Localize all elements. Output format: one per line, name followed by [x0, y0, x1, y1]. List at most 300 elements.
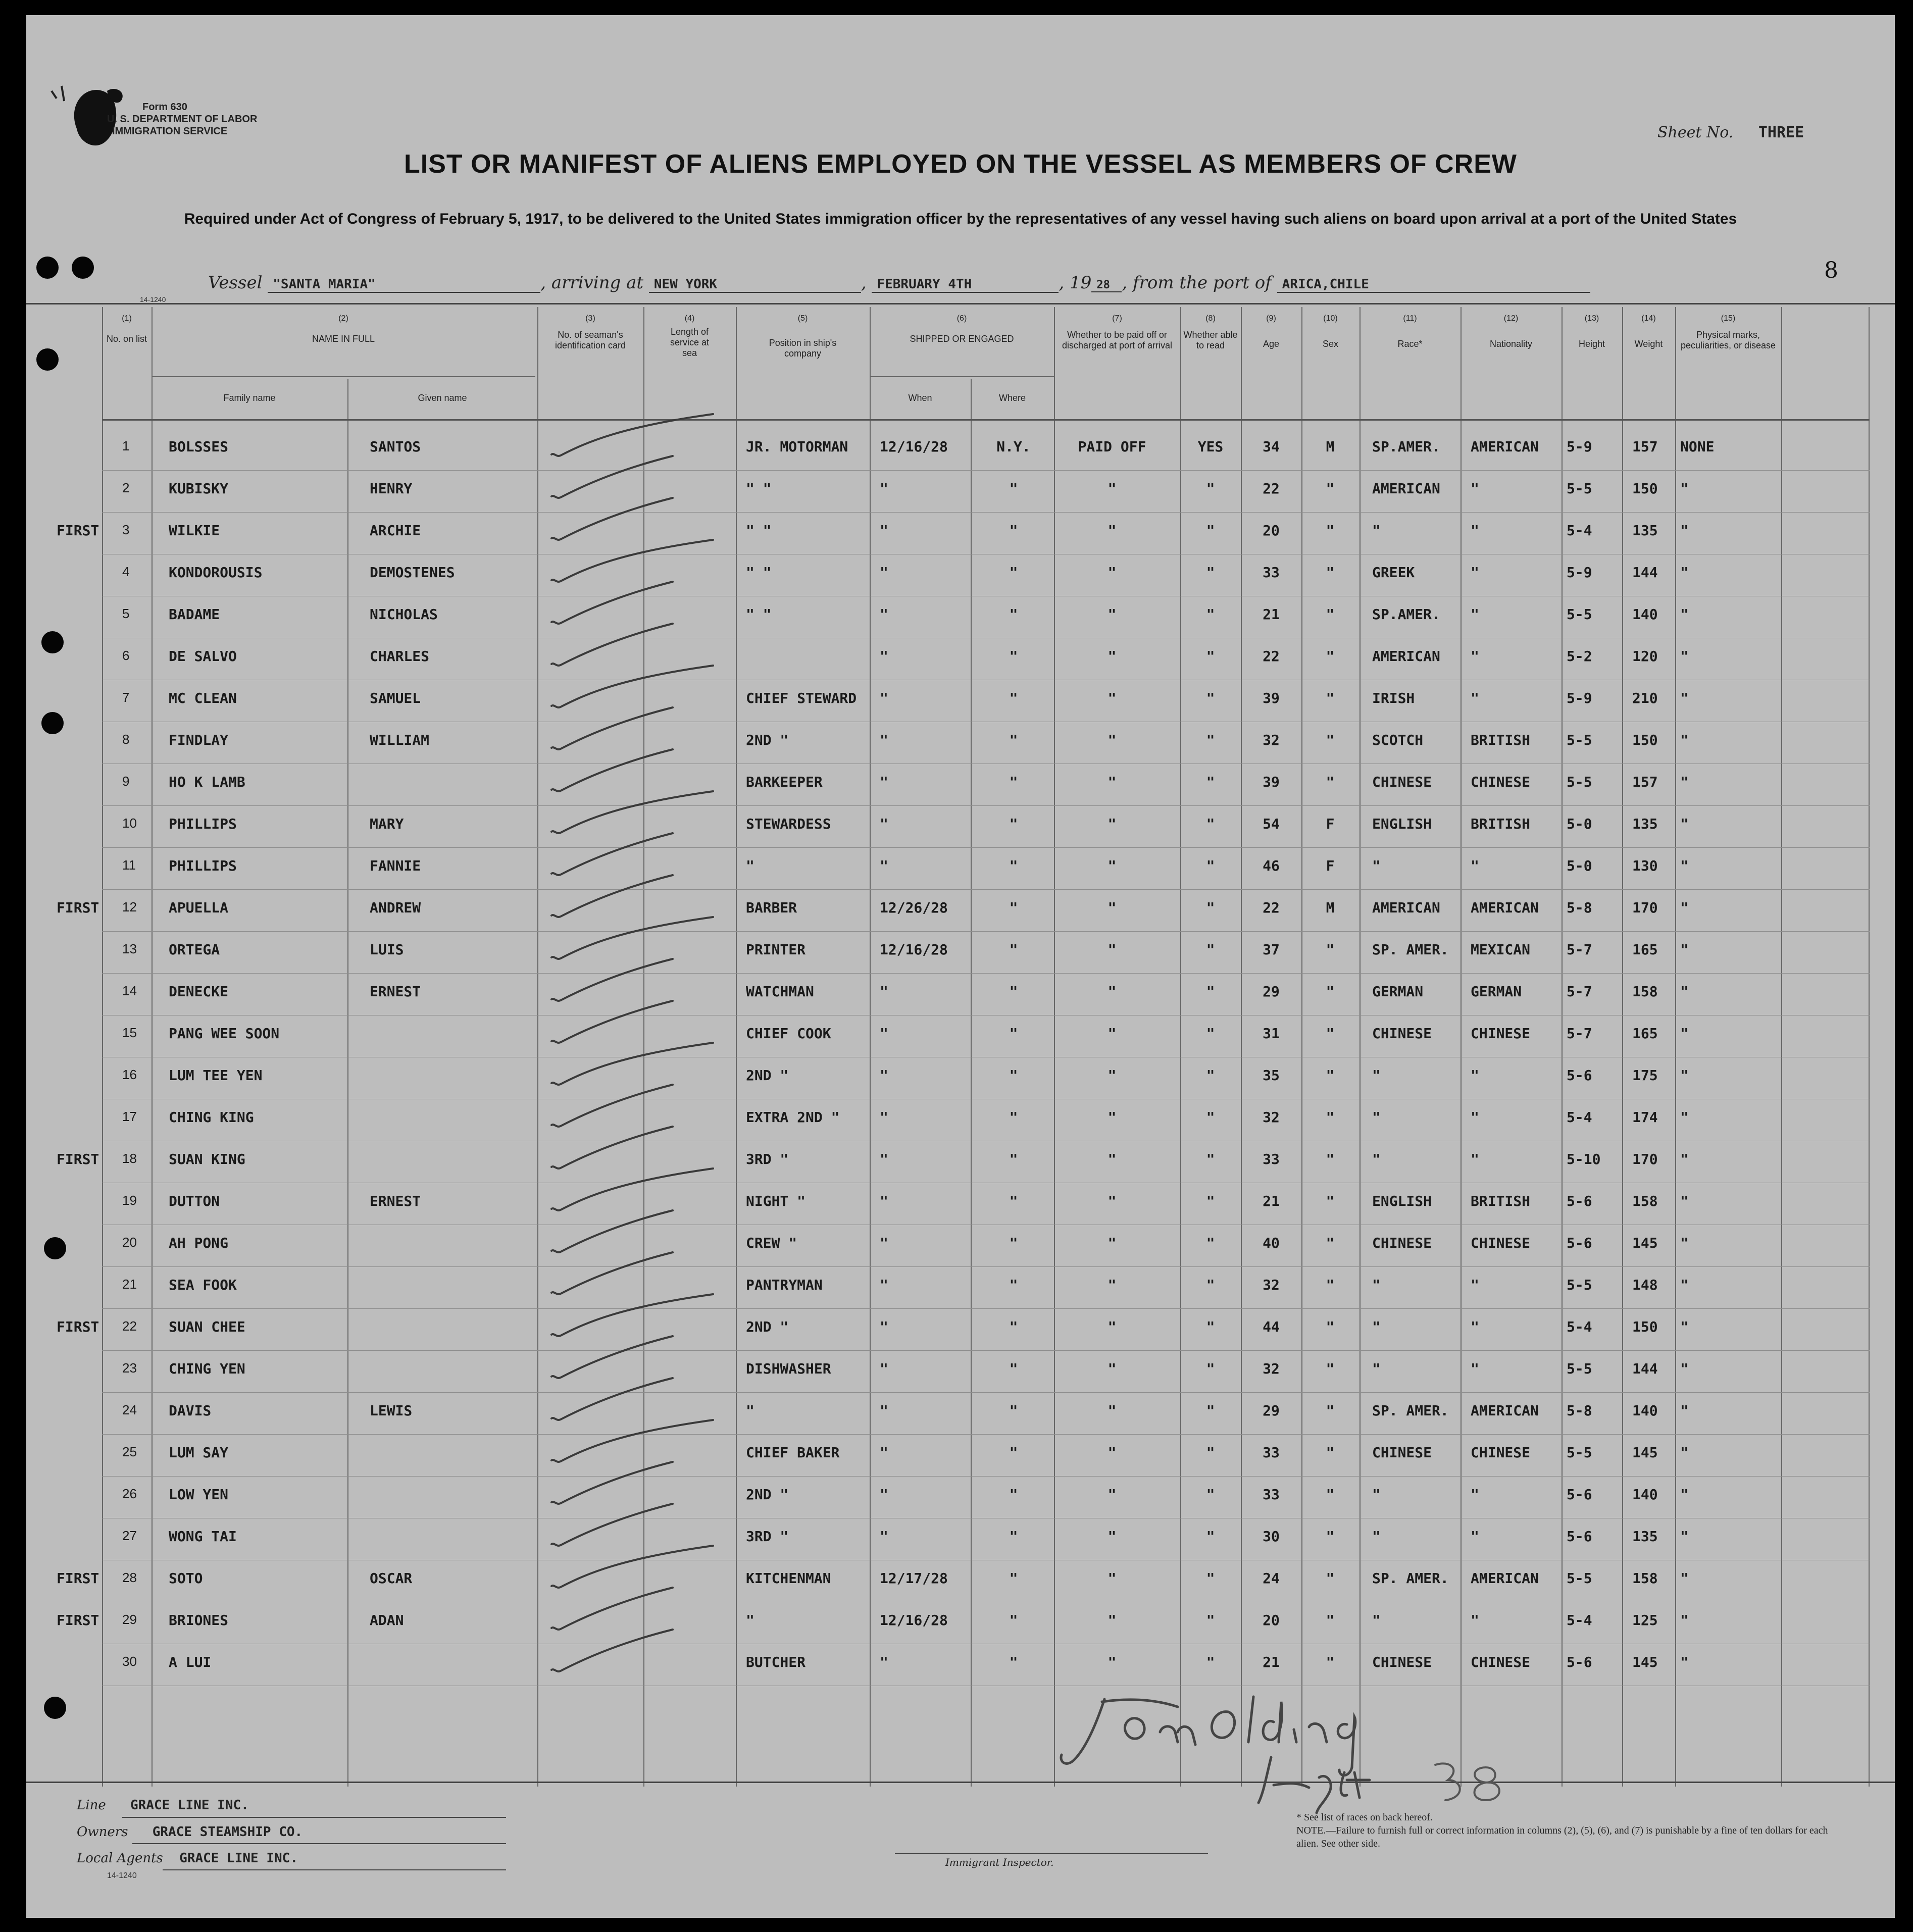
- able-to-read: ": [1206, 1235, 1215, 1251]
- when-header: When: [908, 393, 932, 403]
- row-number: 20: [122, 1235, 137, 1250]
- paid-off: ": [1107, 648, 1117, 665]
- age: 35: [1263, 1067, 1280, 1084]
- family-name: MC CLEAN: [169, 690, 237, 706]
- weight: 135: [1632, 816, 1658, 832]
- physical-marks: ": [1680, 1025, 1689, 1042]
- arrival-date: FEBRUARY 4TH: [872, 277, 1059, 293]
- weight: 135: [1632, 1528, 1658, 1545]
- agents-value: GRACE LINE INC.: [179, 1851, 298, 1866]
- nationality: ": [1471, 1612, 1479, 1629]
- physical-marks: ": [1680, 480, 1689, 497]
- age: 21: [1263, 1654, 1280, 1670]
- shipped-when: ": [880, 648, 888, 665]
- sex: ": [1326, 690, 1335, 706]
- shipped-where: ": [1009, 690, 1018, 706]
- position: " ": [746, 606, 772, 623]
- physical-marks: ": [1680, 606, 1689, 623]
- nationality: ": [1471, 1360, 1479, 1377]
- weight: 120: [1632, 648, 1658, 665]
- able-to-read: ": [1206, 1277, 1215, 1293]
- physical-marks: ": [1680, 1444, 1689, 1461]
- height: 5-5: [1567, 1444, 1592, 1461]
- shipped-where: ": [1009, 1444, 1018, 1461]
- paid-off: ": [1107, 774, 1117, 790]
- shipped-when: ": [880, 1402, 888, 1419]
- row-number: 13: [122, 941, 137, 956]
- nationality: CHINESE: [1471, 774, 1531, 790]
- sex: M: [1326, 899, 1335, 916]
- col-label: Sex: [1322, 339, 1339, 349]
- family-name: SOTO: [169, 1570, 203, 1587]
- sex: ": [1326, 1109, 1335, 1126]
- weight: 140: [1632, 1486, 1658, 1503]
- nationality: CHINESE: [1471, 1444, 1531, 1461]
- able-to-read: ": [1206, 941, 1215, 958]
- nationality: ": [1471, 522, 1479, 539]
- sex: ": [1326, 774, 1335, 790]
- shipped-when: ": [880, 1067, 888, 1084]
- col-number: (2): [338, 314, 348, 323]
- physical-marks: ": [1680, 774, 1689, 790]
- nationality: ": [1471, 1486, 1479, 1503]
- race: ": [1372, 1528, 1381, 1545]
- weight: 125: [1632, 1612, 1658, 1629]
- sex: ": [1326, 1654, 1335, 1670]
- row-number: 8: [122, 732, 130, 747]
- family-name: BRIONES: [169, 1612, 229, 1629]
- shipped-where: ": [1009, 1486, 1018, 1503]
- shipped-where: ": [1009, 1318, 1018, 1335]
- agents-label: Local Agents: [77, 1851, 163, 1866]
- able-to-read: ": [1206, 1193, 1215, 1209]
- age: 33: [1263, 564, 1280, 581]
- able-to-read: YES: [1197, 438, 1224, 455]
- race: CHINESE: [1372, 1444, 1432, 1461]
- height: 5-5: [1567, 1277, 1592, 1293]
- paid-off: ": [1107, 1067, 1117, 1084]
- physical-marks: ": [1680, 899, 1689, 916]
- able-to-read: ": [1206, 1067, 1215, 1084]
- height: 5-6: [1567, 1193, 1592, 1209]
- race: ": [1372, 1612, 1381, 1629]
- position: CREW ": [746, 1235, 797, 1251]
- nationality: CHINESE: [1471, 1235, 1531, 1251]
- given-name: ARCHIE: [370, 522, 421, 539]
- owners-value: GRACE STEAMSHIP CO.: [152, 1824, 303, 1840]
- row-number: 28: [122, 1570, 137, 1585]
- able-to-read: ": [1206, 816, 1215, 832]
- position: 3RD ": [746, 1528, 789, 1545]
- col-number: (1): [122, 314, 132, 323]
- height: 5-7: [1567, 1025, 1592, 1042]
- row-number: 16: [122, 1067, 137, 1082]
- paid-off: ": [1107, 1570, 1117, 1587]
- fine-note: NOTE.—Failure to furnish full or correct information in columns (2), (5), (6), and (7) is punishable by a fine of ten dollars for each alien. See other side.: [1296, 1825, 1828, 1849]
- position: DISHWASHER: [746, 1360, 831, 1377]
- from-port: ARICA,CHILE: [1277, 277, 1590, 293]
- nationality: ": [1471, 606, 1479, 623]
- weight: 158: [1632, 1193, 1658, 1209]
- able-to-read: ": [1206, 690, 1215, 706]
- position: ": [746, 857, 754, 874]
- row-number: 10: [122, 816, 137, 831]
- weight: 140: [1632, 606, 1658, 623]
- sex: ": [1326, 1067, 1335, 1084]
- shipped-where: ": [1009, 648, 1018, 665]
- paid-off: ": [1107, 983, 1117, 1000]
- footer-notes: [1296, 1811, 1832, 1850]
- weight: 145: [1632, 1654, 1658, 1670]
- row-number: 26: [122, 1486, 137, 1501]
- race: ": [1372, 1067, 1381, 1084]
- shipped-when: ": [880, 1360, 888, 1377]
- paid-off: ": [1107, 1654, 1117, 1670]
- sex: ": [1326, 564, 1335, 581]
- col-label: No. on list: [106, 334, 147, 344]
- sex: ": [1326, 1444, 1335, 1461]
- col-label: Position in ship's company: [769, 338, 837, 359]
- age: 20: [1263, 1612, 1280, 1629]
- able-to-read: ": [1206, 899, 1215, 916]
- shipped-when: ": [880, 1025, 888, 1042]
- shipped-where: ": [1009, 1654, 1018, 1670]
- height: 5-8: [1567, 1402, 1592, 1419]
- position: 3RD ": [746, 1151, 789, 1167]
- family-name: AH PONG: [169, 1235, 229, 1251]
- sex: ": [1326, 1360, 1335, 1377]
- shipped-where: ": [1009, 480, 1018, 497]
- family-name: SUAN CHEE: [169, 1318, 245, 1335]
- weight: 140: [1632, 1402, 1658, 1419]
- inspector-signature: [26, 15, 1895, 1918]
- col-label: Weight: [1634, 339, 1663, 349]
- weight: 165: [1632, 1025, 1658, 1042]
- weight: 210: [1632, 690, 1658, 706]
- race: ": [1372, 1486, 1381, 1503]
- nationality: ": [1471, 857, 1479, 874]
- paid-off: ": [1107, 1025, 1117, 1042]
- height: 5-2: [1567, 648, 1592, 665]
- race: ": [1372, 1109, 1381, 1126]
- height: 5-8: [1567, 899, 1592, 916]
- arriving-label: arriving at: [551, 273, 644, 293]
- age: 33: [1263, 1151, 1280, 1167]
- family-name: KONDOROUSIS: [169, 564, 263, 581]
- shipped-when: ": [880, 480, 888, 497]
- shipped-when: ": [880, 732, 888, 748]
- height: 5-6: [1567, 1235, 1592, 1251]
- shipped-when: ": [880, 564, 888, 581]
- given-name: ADAN: [370, 1612, 404, 1629]
- nationality: ": [1471, 1277, 1479, 1293]
- family-name: DUTTON: [169, 1193, 220, 1209]
- physical-marks: ": [1680, 732, 1689, 748]
- position: " ": [746, 480, 772, 497]
- able-to-read: ": [1206, 1318, 1215, 1335]
- position: PRINTER: [746, 941, 806, 958]
- height: 5-4: [1567, 1109, 1592, 1126]
- age: 24: [1263, 1570, 1280, 1587]
- height: 5-7: [1567, 983, 1592, 1000]
- age: 22: [1263, 899, 1280, 916]
- shipped-when: ": [880, 816, 888, 832]
- race: ": [1372, 1318, 1381, 1335]
- position: EXTRA 2ND ": [746, 1109, 840, 1126]
- sex: ": [1326, 1570, 1335, 1587]
- family-name: SUAN KING: [169, 1151, 245, 1167]
- family-name: BADAME: [169, 606, 220, 623]
- able-to-read: ": [1206, 1360, 1215, 1377]
- row-number: 19: [122, 1193, 137, 1208]
- family-name: LUM TEE YEN: [169, 1067, 263, 1084]
- shipped-where: ": [1009, 1402, 1018, 1419]
- family-name: LUM SAY: [169, 1444, 229, 1461]
- height: 5-4: [1567, 1318, 1592, 1335]
- shipped-where: ": [1009, 1025, 1018, 1042]
- from-port-label: from the port of: [1132, 273, 1272, 293]
- able-to-read: ": [1206, 1486, 1215, 1503]
- vessel-name: "SANTA MARIA": [268, 277, 540, 293]
- col-number: (10): [1323, 314, 1338, 323]
- able-to-read: ": [1206, 606, 1215, 623]
- physical-marks: ": [1680, 1570, 1689, 1587]
- shipped-when: ": [880, 1109, 888, 1126]
- weight: 145: [1632, 1235, 1658, 1251]
- form-code-top: 14-1240: [140, 295, 166, 303]
- family-name: KUBISKY: [169, 480, 229, 497]
- family-name: CHING KING: [169, 1109, 254, 1126]
- physical-marks: ": [1680, 1486, 1689, 1503]
- physical-marks: ": [1680, 564, 1689, 581]
- position: STEWARDESS: [746, 816, 831, 832]
- given-name: DEMOSTENES: [370, 564, 455, 581]
- nationality: ": [1471, 1318, 1479, 1335]
- able-to-read: ": [1206, 1402, 1215, 1419]
- nationality: ": [1471, 1109, 1479, 1126]
- height: 5-4: [1567, 522, 1592, 539]
- physical-marks: ": [1680, 1277, 1689, 1293]
- nationality: ": [1471, 1528, 1479, 1545]
- position: 2ND ": [746, 1067, 789, 1084]
- col-label: Whether to be paid off or discharged at port of arrival: [1062, 330, 1173, 350]
- given-name: WILLIAM: [370, 732, 430, 748]
- height: 5-10: [1567, 1151, 1601, 1167]
- shipped-when: ": [880, 1151, 888, 1167]
- shipped-when: ": [880, 1318, 888, 1335]
- row-number: 22: [122, 1318, 137, 1334]
- position: PANTRYMAN: [746, 1277, 823, 1293]
- nationality: BRITISH: [1471, 1193, 1531, 1209]
- document-title: LIST OR MANIFEST OF ALIENS EMPLOYED ON THE VESSEL AS MEMBERS OF CREW: [404, 149, 1517, 179]
- col-number: (8): [1205, 314, 1216, 323]
- height: 5-0: [1567, 816, 1592, 832]
- race: AMERICAN: [1372, 648, 1440, 665]
- physical-marks: ": [1680, 1318, 1689, 1335]
- service-name: IMMIGRATION SERVICE: [112, 126, 228, 137]
- given-name: HENRY: [370, 480, 413, 497]
- position: " ": [746, 564, 772, 581]
- race: ": [1372, 1277, 1381, 1293]
- family-name: DE SALVO: [169, 648, 237, 665]
- shipped-when: ": [880, 1277, 888, 1293]
- family-name: LOW YEN: [169, 1486, 229, 1503]
- form-number: Form 630: [142, 101, 187, 113]
- race: ENGLISH: [1372, 1193, 1432, 1209]
- physical-marks: ": [1680, 648, 1689, 665]
- col-label: Race*: [1397, 339, 1423, 349]
- race: SP.AMER.: [1372, 606, 1440, 623]
- family-name: DENECKE: [169, 983, 229, 1000]
- sex: ": [1326, 480, 1335, 497]
- row-number: 11: [122, 857, 136, 873]
- shipped-where: ": [1009, 732, 1018, 748]
- col-label: Whether able to read: [1183, 330, 1238, 350]
- sex: ": [1326, 1193, 1335, 1209]
- sex: ": [1326, 522, 1335, 539]
- family-name: PHILLIPS: [169, 816, 237, 832]
- paid-off: ": [1107, 606, 1117, 623]
- col-number: (7): [1112, 314, 1122, 323]
- position: 2ND ": [746, 732, 789, 748]
- col-number: (14): [1641, 314, 1656, 323]
- shipped-where: ": [1009, 1193, 1018, 1209]
- row-number: 5: [122, 606, 130, 621]
- family-name: A LUI: [169, 1654, 212, 1670]
- given-name: ANDREW: [370, 899, 421, 916]
- race: ": [1372, 1151, 1381, 1167]
- paid-off: ": [1107, 1360, 1117, 1377]
- paid-off: ": [1107, 732, 1117, 748]
- col-label: Age: [1263, 339, 1280, 349]
- weight: 145: [1632, 1444, 1658, 1461]
- height: 5-0: [1567, 857, 1592, 874]
- paid-off: ": [1107, 1151, 1117, 1167]
- sex: ": [1326, 1235, 1335, 1251]
- year-suffix: 28: [1091, 279, 1122, 292]
- height: 5-6: [1567, 1067, 1592, 1084]
- family-name: PHILLIPS: [169, 857, 237, 874]
- position: KITCHENMAN: [746, 1570, 831, 1587]
- shipped-when: ": [880, 774, 888, 790]
- physical-marks: ": [1680, 1193, 1689, 1209]
- able-to-read: ": [1206, 732, 1215, 748]
- shipped-when: 12/16/28: [880, 1612, 948, 1629]
- sex: ": [1326, 983, 1335, 1000]
- physical-marks: ": [1680, 857, 1689, 874]
- row-number: 30: [122, 1654, 137, 1669]
- age: 22: [1263, 480, 1280, 497]
- able-to-read: ": [1206, 648, 1215, 665]
- document-subtitle: Required under Act of Congress of February 5, 1917, to be delivered to the United States immigration officer by the representatives of any vessel having such aliens on board upon arrival at a port of the United States: [184, 211, 1737, 227]
- weight: 135: [1632, 522, 1658, 539]
- given-name: ERNEST: [370, 1193, 421, 1209]
- able-to-read: ": [1206, 1570, 1215, 1587]
- able-to-read: ": [1206, 564, 1215, 581]
- shipped-where: ": [1009, 983, 1018, 1000]
- shipped-where: ": [1009, 1067, 1018, 1084]
- physical-marks: ": [1680, 816, 1689, 832]
- height: 5-6: [1567, 1528, 1592, 1545]
- family-name: PANG WEE SOON: [169, 1025, 280, 1042]
- department-name: U. S. DEPARTMENT OF LABOR: [107, 114, 258, 125]
- shipped-when: 12/16/28: [880, 941, 948, 958]
- height: 5-5: [1567, 774, 1592, 790]
- age: 32: [1263, 1360, 1280, 1377]
- col-number: (9): [1266, 314, 1276, 323]
- margin-note: FIRST: [57, 1612, 99, 1629]
- physical-marks: ": [1680, 1528, 1689, 1545]
- given-name: MARY: [370, 816, 404, 832]
- position: WATCHMAN: [746, 983, 814, 1000]
- row-number: 4: [122, 564, 130, 579]
- age: 39: [1263, 774, 1280, 790]
- sex: ": [1326, 648, 1335, 665]
- physical-marks: ": [1680, 1612, 1689, 1629]
- paid-off: ": [1107, 1193, 1117, 1209]
- shipped-where: ": [1009, 1570, 1018, 1587]
- row-number: 23: [122, 1360, 137, 1376]
- given-name: FANNIE: [370, 857, 421, 874]
- physical-marks: ": [1680, 1360, 1689, 1377]
- shipped-when: ": [880, 1193, 888, 1209]
- owners-label: Owners: [77, 1824, 128, 1840]
- col-label: Height: [1578, 339, 1605, 349]
- shipped-where: ": [1009, 1612, 1018, 1629]
- race: ": [1372, 1360, 1381, 1377]
- position: BARBER: [746, 899, 797, 916]
- nationality: BRITISH: [1471, 816, 1531, 832]
- able-to-read: ": [1206, 1528, 1215, 1545]
- shipped-where: ": [1009, 1151, 1018, 1167]
- height: 5-9: [1567, 690, 1592, 706]
- race: CHINESE: [1372, 774, 1432, 790]
- weight: 157: [1632, 774, 1658, 790]
- row-number: 1: [122, 438, 130, 453]
- shipped-when: ": [880, 1444, 888, 1461]
- row-number: 12: [122, 899, 137, 914]
- paid-off: ": [1107, 690, 1117, 706]
- corner-mark: 8: [1824, 258, 1838, 283]
- race: ": [1372, 857, 1381, 874]
- sheet-number-value: THREE: [1758, 124, 1804, 141]
- paid-off: ": [1107, 1402, 1117, 1419]
- nationality: ": [1471, 564, 1479, 581]
- row-number: 3: [122, 522, 130, 537]
- margin-note: FIRST: [57, 1318, 99, 1335]
- nationality: MEXICAN: [1471, 941, 1531, 958]
- row-number: 14: [122, 983, 137, 998]
- able-to-read: ": [1206, 1151, 1215, 1167]
- physical-marks: NONE: [1680, 438, 1715, 455]
- line-label: Line: [77, 1798, 106, 1813]
- paid-off: ": [1107, 941, 1117, 958]
- weight: 150: [1632, 480, 1658, 497]
- age: 32: [1263, 1109, 1280, 1126]
- physical-marks: ": [1680, 1235, 1689, 1251]
- height: 5-5: [1567, 480, 1592, 497]
- shipped-when: ": [880, 857, 888, 874]
- able-to-read: ": [1206, 983, 1215, 1000]
- age: 46: [1263, 857, 1280, 874]
- sheet-number-label: Sheet No.: [1657, 124, 1734, 141]
- position: 2ND ": [746, 1486, 789, 1503]
- age: 40: [1263, 1235, 1280, 1251]
- col-label: SHIPPED OR ENGAGED: [910, 334, 1014, 344]
- weight: 144: [1632, 1360, 1658, 1377]
- shipped-when: ": [880, 606, 888, 623]
- where-header: Where: [998, 393, 1026, 403]
